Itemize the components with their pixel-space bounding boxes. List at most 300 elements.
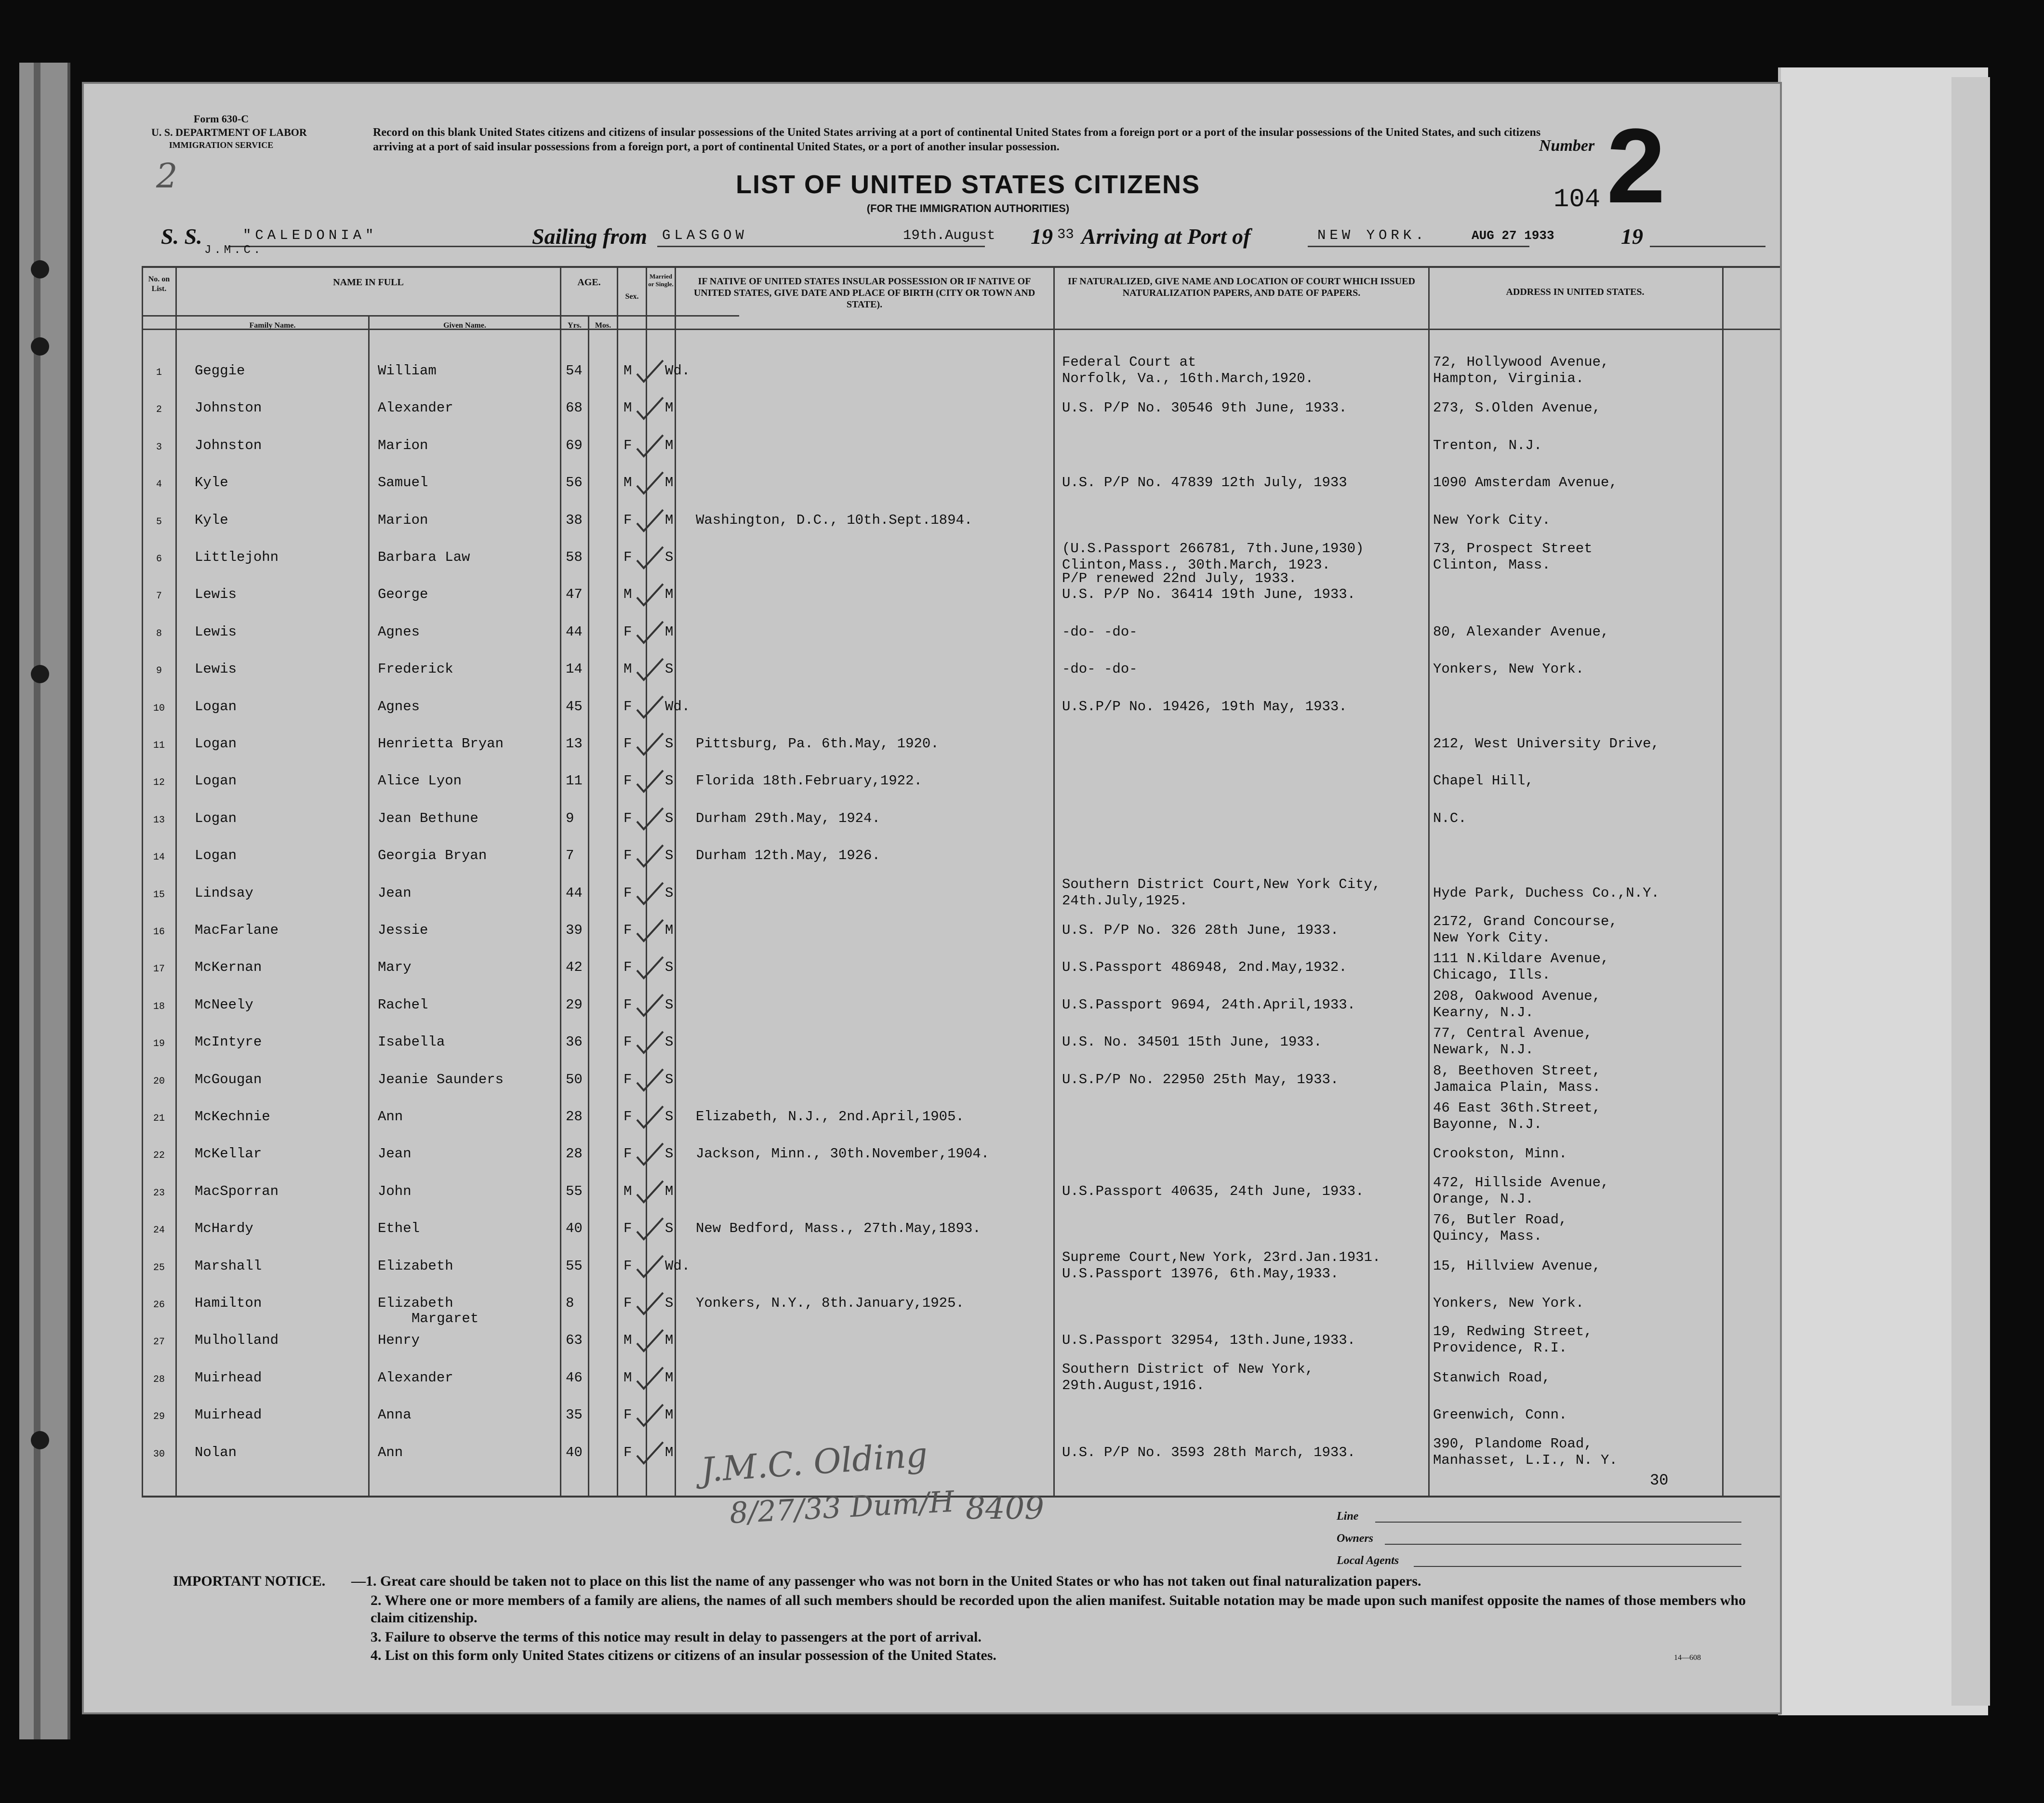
naturalization: Southern District of New York, [1062, 1361, 1314, 1377]
marital-status: S [665, 1146, 674, 1162]
header-birth: IF NATIVE OF UNITED STATES INSULAR POSSESSION OR IF NATIVE OF UNITED STATES, GIVE DATE AND PLACE OF BIRTH (CITY OR TOWN AND STATE). [693, 276, 1035, 310]
row-number: 28 [153, 1374, 165, 1385]
address: 80, Alexander Avenue, [1433, 623, 1609, 640]
naturalization-line2: U.S.Passport 13976, 6th.May,1933. [1062, 1265, 1339, 1282]
marital-status: M [665, 623, 674, 640]
birth-place-date: Washington, D.C., 10th.Sept.1894. [696, 512, 973, 528]
marital-status: S [665, 1295, 674, 1311]
sex: M [624, 1369, 632, 1386]
address: 19, Redwing Street, [1433, 1324, 1593, 1340]
address: New York City. [1433, 512, 1551, 528]
given-name: Jessie [378, 922, 428, 938]
year-suffix: 33 [1057, 226, 1074, 242]
family-name: Logan [195, 736, 237, 752]
marital-status: S [665, 773, 674, 789]
address: 1090 Amsterdam Avenue, [1433, 475, 1618, 491]
sex: F [624, 885, 632, 901]
age-years: 44 [566, 885, 583, 901]
age-years: 29 [566, 996, 583, 1013]
row-number: 12 [153, 777, 165, 789]
check-mark-icon [633, 879, 667, 908]
naturalization: U.S. P/P No. 47839 12th July, 1933 [1062, 475, 1347, 491]
given-name: Henrietta Bryan [378, 736, 504, 752]
check-mark-icon [633, 767, 667, 795]
marital-status: S [665, 661, 674, 677]
print-code: 14—608 [1674, 1654, 1701, 1662]
marital-status: M [665, 1407, 674, 1423]
important-notice-label: IMPORTANT NOTICE. [173, 1573, 326, 1589]
marital-status: M [665, 475, 674, 491]
family-name: Johnston [195, 400, 262, 416]
row-number: 4 [156, 479, 162, 491]
naturalization: -do- -do- [1062, 661, 1138, 677]
given-name: Mary [378, 959, 411, 976]
given-name: Anna [378, 1407, 411, 1423]
birth-place-date: Florida 18th.February,1922. [696, 773, 922, 789]
naturalization: U.S. P/P No. 3593 28th March, 1933. [1062, 1444, 1356, 1460]
owners-label: Owners [1337, 1532, 1374, 1545]
given-name: Jean [378, 1146, 411, 1162]
check-mark-icon [633, 991, 667, 1020]
given-name: Rachel [378, 996, 428, 1013]
age-years: 46 [566, 1369, 583, 1386]
check-mark-icon [633, 953, 667, 982]
naturalization: Federal Court at [1062, 354, 1196, 370]
age-years: 50 [566, 1071, 583, 1087]
sex: F [624, 810, 632, 826]
age-years: 63 [566, 1332, 583, 1349]
header-family-name: Family Name. [249, 321, 296, 330]
marital-status: S [665, 1034, 674, 1050]
line-label: Line [1337, 1510, 1359, 1523]
sex: F [624, 959, 632, 976]
header-age: AGE. [577, 277, 601, 288]
notice-1: —1. Great care should be taken not to place on this list the name of any passenger who was not born in the United States or who has not taken out final naturalization papers. [351, 1573, 1421, 1589]
handwritten-number: 8409 [966, 1491, 1044, 1526]
number-label: Number [1539, 137, 1595, 155]
marital-status: M [665, 1183, 674, 1199]
header-naturalized: IF NATURALIZED, GIVE NAME AND LOCATION OF COURT WHICH ISSUED NATURALIZATION PAPERS, AND DATE OF PAPERS. [1068, 276, 1415, 298]
birth-place-date: Yonkers, N.Y., 8th.January,1925. [696, 1295, 964, 1311]
header-name-in-full: NAME IN FULL [333, 277, 404, 288]
naturalization: U.S.Passport 40635, 24th June, 1933. [1062, 1183, 1364, 1199]
given-name: Marion [378, 512, 428, 528]
initials: J.M.C. [204, 244, 264, 257]
header-years: Yrs. [568, 321, 582, 330]
local-agents-label: Local Agents [1337, 1554, 1399, 1567]
given-name: Elizabeth [378, 1295, 453, 1311]
given-name: Jean [378, 885, 411, 901]
check-mark-icon [633, 543, 667, 572]
page-subtitle: (FOR THE IMMIGRATION AUTHORITIES) [866, 202, 1070, 214]
row-number: 21 [153, 1113, 165, 1124]
marital-status: Wd. [665, 1258, 690, 1274]
naturalization: U.S.Passport 486948, 2nd.May,1932. [1062, 959, 1347, 976]
age-years: 35 [566, 1407, 583, 1423]
row-number: 13 [153, 814, 165, 826]
age-years: 28 [566, 1146, 583, 1162]
age-years: 55 [566, 1183, 583, 1199]
address: Greenwich, Conn. [1433, 1407, 1567, 1423]
sex: F [624, 1258, 632, 1274]
age-years: 56 [566, 475, 583, 491]
sex: F [624, 549, 632, 565]
page-count: 30 [1650, 1472, 1669, 1489]
binder-hole [31, 260, 49, 278]
address: 273, S.Olden Avenue, [1433, 400, 1601, 416]
notice-3: 3. Failure to observe the terms of this notice may result in delay to passengers at the port of arrival. [371, 1629, 982, 1645]
age-years: 39 [566, 922, 583, 938]
row-number: 8 [156, 628, 162, 639]
address-line2: Hampton, Virginia. [1433, 371, 1584, 386]
check-mark-icon [633, 1438, 667, 1467]
check-mark-icon [633, 1140, 667, 1168]
row-number: 2 [156, 404, 162, 416]
marital-status: S [665, 1220, 674, 1237]
check-mark-icon [633, 618, 667, 647]
marital-status: M [665, 1332, 674, 1349]
address: 2172, Grand Concourse, [1433, 914, 1618, 929]
sailing-from-label: Sailing from [532, 224, 648, 249]
row-number: 22 [153, 1150, 165, 1162]
family-name: Logan [195, 848, 237, 864]
check-mark-icon [633, 1289, 667, 1318]
age-years: 14 [566, 661, 583, 677]
given-name: Jean Bethune [378, 810, 478, 826]
check-mark-icon [633, 431, 667, 460]
address-line2: Manhasset, L.I., N. Y. [1433, 1452, 1618, 1468]
naturalization: U.S.P/P No. 22950 25th May, 1933. [1062, 1071, 1339, 1087]
marital-status: S [665, 549, 674, 565]
age-years: 36 [566, 1034, 583, 1050]
age-years: 68 [566, 400, 583, 416]
age-years: 40 [566, 1220, 583, 1237]
naturalization: U.S. P/P No. 30546 9th June, 1933. [1062, 400, 1347, 416]
sex: F [624, 1407, 632, 1423]
sex: F [624, 1444, 632, 1460]
address: Chapel Hill, [1433, 773, 1534, 789]
row-number: 30 [153, 1448, 165, 1460]
age-years: 11 [566, 773, 583, 789]
arriving-label: Arriving at Port of [1081, 224, 1251, 249]
age-years: 54 [566, 363, 583, 379]
binder-hole [31, 337, 49, 356]
sex: F [624, 1034, 632, 1050]
naturalization: (U.S.Passport 266781, 7th.June,1930) [1062, 541, 1364, 557]
given-name: Barbara Law [378, 549, 470, 565]
age-years: 55 [566, 1258, 583, 1274]
year-prefix: 19 [1031, 224, 1053, 249]
departure-date: 19th.August [903, 227, 995, 243]
given-name: John [378, 1183, 411, 1199]
family-name: Kyle [195, 475, 228, 491]
naturalization-line3: P/P renewed 22nd July, 1933. [1062, 570, 1297, 586]
birth-place-date: Elizabeth, N.J., 2nd.April,1905. [696, 1109, 964, 1125]
sex: F [624, 1220, 632, 1237]
family-name: Lewis [195, 661, 237, 677]
check-mark-icon [633, 580, 667, 609]
naturalization: U.S. P/P No. 326 28th June, 1933. [1062, 922, 1339, 938]
given-name: Agnes [378, 623, 420, 640]
row-number: 7 [156, 591, 162, 602]
family-name: McKellar [195, 1146, 262, 1162]
sex: F [624, 773, 632, 789]
marital-status: M [665, 922, 674, 938]
given-name: George [378, 586, 428, 603]
marital-status: M [665, 1369, 674, 1386]
age-years: 13 [566, 736, 583, 752]
row-number: 27 [153, 1337, 165, 1348]
family-name: Hamilton [195, 1295, 262, 1311]
sex: M [624, 1183, 632, 1199]
sex: M [624, 661, 632, 677]
check-mark-icon [633, 916, 667, 945]
family-name: Lewis [195, 623, 237, 640]
service-label: IMMIGRATION SERVICE [169, 140, 274, 150]
birth-place-date: New Bedford, Mass., 27th.May,1893. [696, 1220, 981, 1237]
sex: F [624, 623, 632, 640]
address: 208, Oakwood Avenue, [1433, 988, 1601, 1004]
age-years: 42 [566, 959, 583, 976]
naturalization-line2: Norfolk, Va., 16th.March,1920. [1062, 371, 1314, 386]
family-name: Nolan [195, 1444, 237, 1460]
sex: M [624, 475, 632, 491]
family-name: McHardy [195, 1220, 253, 1237]
ss-label: S. S. [161, 224, 202, 249]
row-number: 17 [153, 964, 165, 975]
address: N.C. [1433, 810, 1467, 826]
given-name: Samuel [378, 475, 428, 491]
given-name: Alexander [378, 1369, 453, 1386]
header-number: No. on List. [148, 275, 170, 293]
family-name: Kyle [195, 512, 228, 528]
check-mark-icon [633, 655, 667, 684]
row-number: 15 [153, 889, 165, 901]
address-line2: Providence, R.I. [1433, 1340, 1567, 1356]
given-name: Isabella [378, 1034, 445, 1050]
department-label: U. S. DEPARTMENT OF LABOR [151, 126, 307, 138]
age-years: 7 [566, 848, 574, 864]
family-name: Logan [195, 698, 237, 715]
address: 77, Central Avenue, [1433, 1025, 1593, 1042]
given-name: William [378, 363, 437, 379]
family-name: Muirhead [195, 1369, 262, 1386]
family-name: Logan [195, 810, 237, 826]
age-years: 47 [566, 586, 583, 603]
sex: F [624, 996, 632, 1013]
address: 46 East 36th.Street, [1433, 1100, 1601, 1116]
naturalization: U.S.P/P No. 19426, 19th May, 1933. [1062, 698, 1347, 715]
naturalization: U.S.Passport 32954, 13th.June,1933. [1062, 1332, 1356, 1349]
family-name: McKernan [195, 959, 262, 976]
given-name: Alexander [378, 400, 453, 416]
family-name: Marshall [195, 1258, 262, 1274]
family-name: Muirhead [195, 1407, 262, 1423]
header-given-name: Given Name. [443, 321, 486, 330]
row-number: 6 [156, 554, 162, 565]
sex: F [624, 1295, 632, 1311]
address: 73, Prospect Street [1433, 541, 1593, 557]
sex: F [624, 437, 632, 453]
age-years: 9 [566, 810, 574, 826]
check-mark-icon [633, 468, 667, 497]
check-mark-icon [633, 692, 667, 721]
form-number: Form 630-C [193, 113, 249, 125]
address: Trenton, N.J. [1433, 437, 1542, 453]
check-mark-icon [633, 729, 667, 758]
address-line2: Newark, N.J. [1433, 1042, 1534, 1058]
age-years: 69 [566, 437, 583, 453]
check-mark-icon [633, 506, 667, 535]
handwritten-signature: J.M.C. Olding [699, 1434, 929, 1490]
handwritten-note: 8/27/33 Dum/H [729, 1485, 956, 1531]
naturalization: Supreme Court,New York, 23rd.Jan.1931. [1062, 1249, 1381, 1265]
marital-status: S [665, 885, 674, 901]
notice-4: 4. List on this form only United States citizens or citizens of an insular possession of the United States. [371, 1647, 996, 1663]
given-name: Agnes [378, 698, 420, 715]
address: 72, Hollywood Avenue, [1433, 354, 1609, 370]
family-name: Littlejohn [195, 549, 279, 565]
check-mark-icon [633, 804, 667, 833]
naturalization: Southern District Court,New York City, [1062, 876, 1381, 892]
marital-status: M [665, 437, 674, 453]
marital-status: S [665, 810, 674, 826]
check-mark-icon [633, 1214, 667, 1243]
age-years: 58 [566, 549, 583, 565]
birth-place-date: Durham 12th.May, 1926. [696, 848, 880, 864]
row-number: 29 [153, 1411, 165, 1423]
row-number: 23 [153, 1187, 165, 1199]
address: Stanwich Road, [1433, 1369, 1551, 1386]
manifest-sheet [82, 82, 1782, 1714]
marital-status: S [665, 959, 674, 976]
age-years: 45 [566, 698, 583, 715]
binder-hole [31, 1431, 49, 1449]
check-mark-icon [633, 1364, 667, 1392]
check-mark-icon [633, 1102, 667, 1131]
address-line2: Bayonne, N.J. [1433, 1116, 1542, 1132]
address: Yonkers, New York. [1433, 1295, 1584, 1311]
address-line2: Kearny, N.J. [1433, 1004, 1534, 1021]
birth-place-date: Pittsburg, Pa. 6th.May, 1920. [696, 736, 939, 752]
marital-status: M [665, 512, 674, 528]
row-number: 20 [153, 1075, 165, 1087]
given-name: Elizabeth [378, 1258, 453, 1274]
row-number: 10 [153, 703, 165, 714]
header-address: ADDRESS IN UNITED STATES. [1506, 287, 1645, 297]
marital-status: Wd. [665, 698, 690, 715]
birth-place-date: Jackson, Minn., 30th.November,1904. [696, 1146, 990, 1162]
family-name: McNeely [195, 996, 253, 1013]
marital-status: S [665, 1071, 674, 1087]
row-number: 25 [153, 1262, 165, 1273]
naturalization: U.S. No. 34501 15th June, 1933. [1062, 1034, 1322, 1050]
marital-status: M [665, 400, 674, 416]
row-number: 19 [153, 1038, 165, 1050]
header-months: Mos. [595, 321, 611, 330]
address: Yonkers, New York. [1433, 661, 1584, 677]
naturalization-line2: 24th.July,1925. [1062, 892, 1188, 909]
age-years: 28 [566, 1109, 583, 1125]
naturalization-line2: 29th.August,1916. [1062, 1377, 1205, 1393]
check-mark-icon [633, 1252, 667, 1281]
sex: F [624, 698, 632, 715]
birth-place-date: Durham 29th.May, 1924. [696, 810, 880, 826]
check-mark-icon [633, 1401, 667, 1430]
row-number: 5 [156, 516, 162, 528]
number-big: 2 [1606, 106, 1666, 225]
row-number: 1 [156, 367, 162, 378]
address: 15, Hillview Avenue, [1433, 1258, 1601, 1274]
row-number: 16 [153, 927, 165, 938]
sex: M [624, 586, 632, 603]
sex: F [624, 1146, 632, 1162]
family-name: MacSporran [195, 1183, 279, 1199]
age-years: 44 [566, 623, 583, 640]
row-number: 11 [153, 740, 165, 751]
given-name: Ann [378, 1444, 403, 1460]
notice-2: 2. Where one or more members of a family are aliens, the names of all such members should be recorded upon the alien manifest. Suitable notation may be made upon such manifest opposite the names of those members who claim citizenship. [371, 1592, 1746, 1626]
address-line2: Jamaica Plain, Mass. [1433, 1079, 1601, 1095]
family-name: Geggie [195, 363, 245, 379]
age-years: 38 [566, 512, 583, 528]
given-name: Georgia Bryan [378, 848, 487, 864]
address: Crookston, Minn. [1433, 1146, 1567, 1162]
row-number: 14 [153, 852, 165, 863]
age-years: 8 [566, 1295, 574, 1311]
check-mark-icon [633, 394, 667, 423]
family-name: McIntyre [195, 1034, 262, 1050]
marital-status: S [665, 736, 674, 752]
address-line2: Chicago, Ills. [1433, 967, 1551, 983]
binder-hole [31, 665, 49, 683]
address: 390, Plandome Road, [1433, 1435, 1593, 1452]
sex: M [624, 1332, 632, 1349]
sex: M [624, 400, 632, 416]
sex: F [624, 736, 632, 752]
marital-status: S [665, 996, 674, 1013]
header-sex: Sex. [625, 292, 639, 301]
check-mark-icon [633, 1326, 667, 1355]
given-name: Frederick [378, 661, 453, 677]
address-line2: Orange, N.J. [1433, 1191, 1534, 1207]
family-name: Lewis [195, 586, 237, 603]
given-name: Alice Lyon [378, 773, 462, 789]
departure-port: GLASGOW [662, 227, 748, 243]
row-number: 9 [156, 665, 162, 677]
naturalization: U.S. P/P No. 36414 19th June, 1933. [1062, 586, 1356, 603]
given-name: Jeanie Saunders [378, 1071, 504, 1087]
marital-status: M [665, 1444, 674, 1460]
naturalization: U.S.Passport 9694, 24th.April,1933. [1062, 996, 1356, 1013]
address: 472, Hillside Avenue, [1433, 1174, 1609, 1191]
marital-status: S [665, 1109, 674, 1125]
marital-status: M [665, 586, 674, 603]
given-name: Marion [378, 437, 428, 453]
naturalization: -do- -do- [1062, 623, 1138, 640]
sex: F [624, 848, 632, 864]
address: 76, Butler Road, [1433, 1212, 1567, 1228]
family-name: Lindsay [195, 885, 253, 901]
address: 111 N.Kildare Avenue, [1433, 951, 1609, 967]
sex: F [624, 512, 632, 528]
age-years: 40 [566, 1444, 583, 1460]
sex: M [624, 363, 632, 379]
binder-strip [19, 63, 70, 1739]
check-mark-icon [633, 357, 667, 385]
family-name: Mulholland [195, 1332, 279, 1349]
page-title: LIST OF UNITED STATES CITIZENS [736, 170, 1200, 199]
